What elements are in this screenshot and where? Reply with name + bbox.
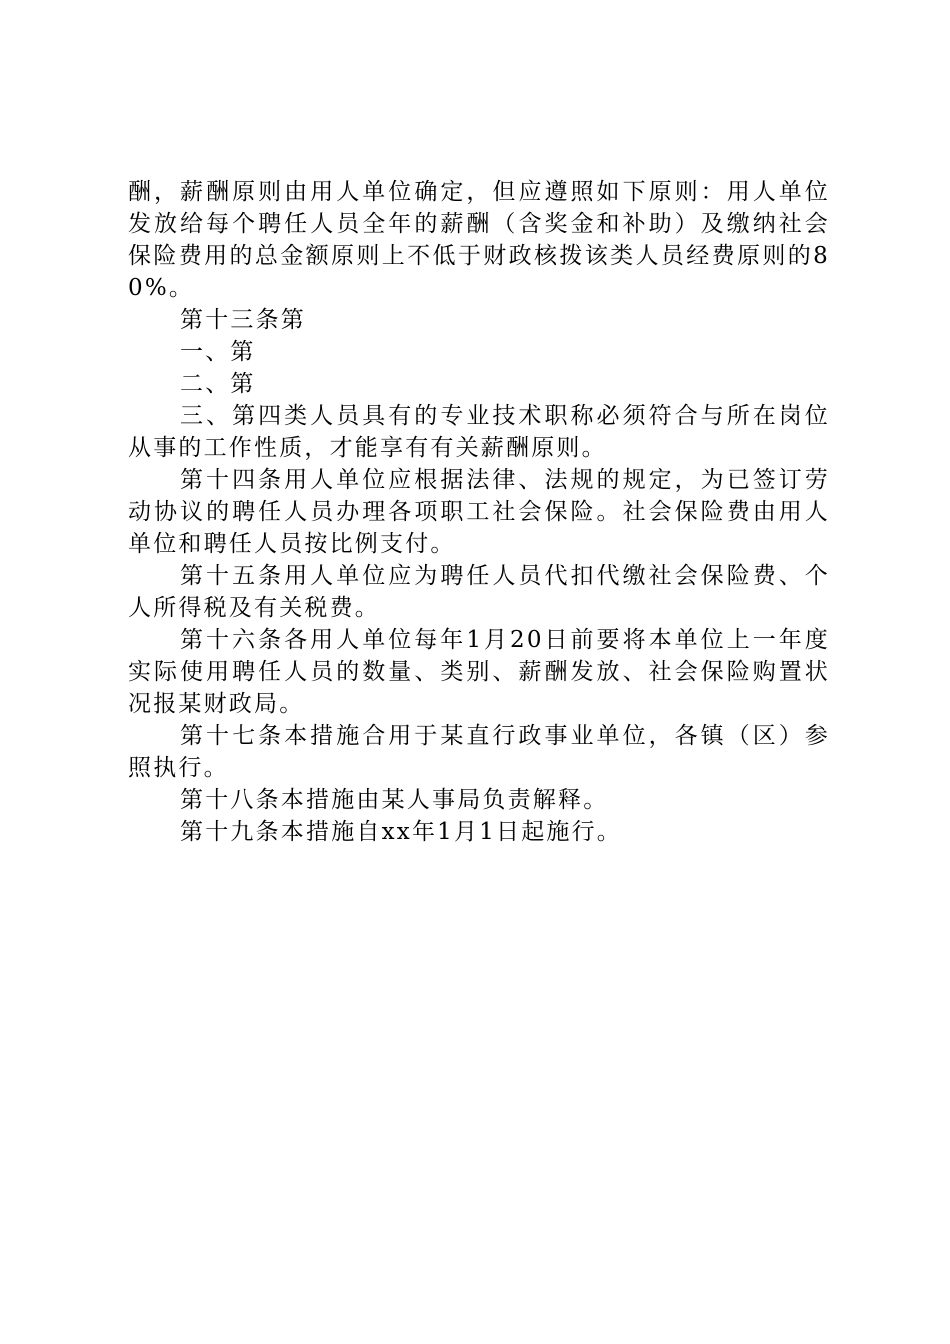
paragraph-article-15: 第十五条用人单位应为聘任人员代扣代缴社会保险费、个人所得税及有关税费。	[128, 563, 830, 621]
paragraph-article-13-item-1: 一、第	[180, 339, 256, 365]
paragraph-article-13: 第十三条第	[180, 307, 306, 333]
paragraph-salary-principle: 酬，薪酬原则由用人单位确定，但应遵照如下原则：用人单位发放给每个聘任人员全年的薪酬（含奖金和补助）及缴纳社会保险费用的总金额原则上不低于财政核拨该类人员经费原则的80%。	[128, 179, 830, 301]
document-body	[128, 176, 830, 848]
paragraph-article-14: 第十四条用人单位应根据法律、法规的规定，为已签订劳动协议的聘任人员办理各项职工社会保险。社会保险费由用人单位和聘任人员按比例支付。	[128, 467, 830, 557]
paragraph-article-13-item-3: 三、第四类人员具有的专业技术职称必须符合与所在岗位从事的工作性质，才能享有有关薪酬原则。	[128, 403, 830, 461]
paragraph-article-13-item-2: 二、第	[180, 371, 256, 397]
paragraph-article-16: 第十六条各用人单位每年1月20日前要将本单位上一年度实际使用聘任人员的数量、类别、薪酬发放、社会保险购置状况报某财政局。	[128, 627, 830, 717]
paragraph-article-18: 第十八条本措施由某人事局负责解释。	[180, 787, 609, 813]
paragraph-article-17: 第十七条本措施合用于某直行政事业单位，各镇（区）参照执行。	[128, 723, 830, 781]
paragraph-article-19: 第十九条本措施自xx年1月1日起施行。	[180, 819, 623, 845]
